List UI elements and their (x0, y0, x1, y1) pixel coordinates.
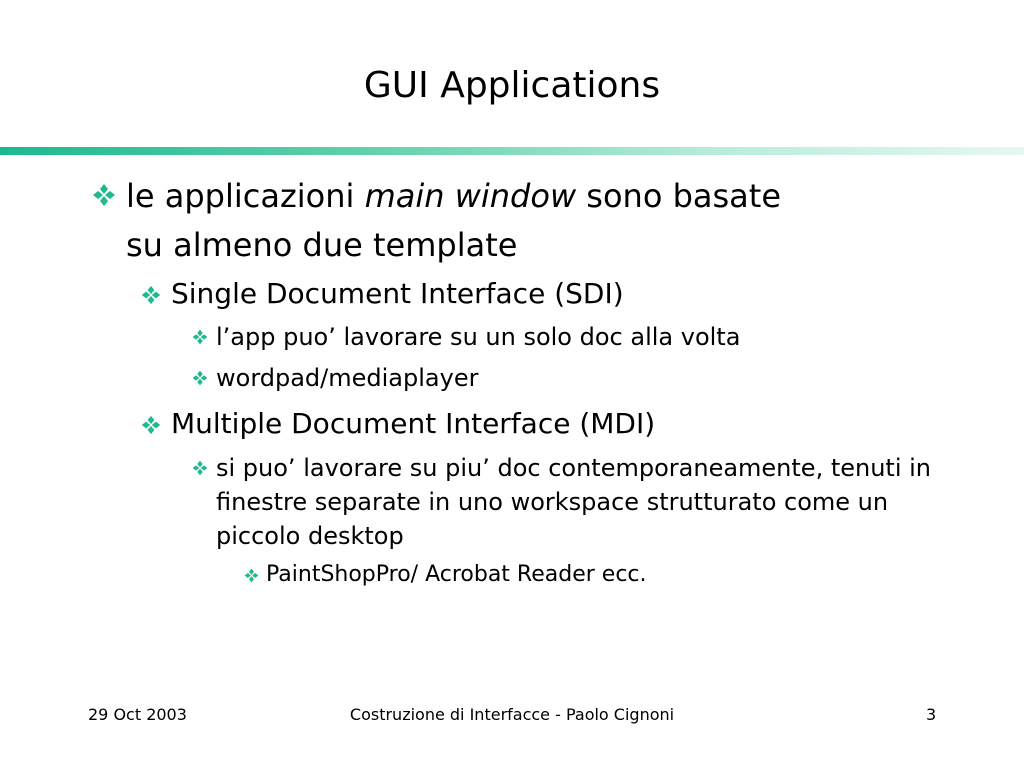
bullet-mdi (141, 406, 941, 442)
bullet-main-suffix: sono basate su almeno due template (126, 177, 781, 264)
bullet-mdi-example-text: PaintShopPro/ Acrobat Reader ecc. (266, 562, 647, 587)
title-divider (0, 147, 1024, 155)
four-diamond-bullet-icon (192, 361, 216, 386)
bullet-main-emphasis: main window (364, 177, 577, 215)
bullet-sdi-detail-2 (192, 361, 972, 395)
bullet-mdi-detail-text: si puo’ lavorare su piu’ doc contemporaneamente, tenuti in finestre separate in uno workspace strutturato come un piccolo desktop (216, 454, 932, 550)
footer-title: Costruzione di Interfacce - Paolo Cignoni (349, 705, 675, 724)
bullet-main-text (126, 172, 812, 270)
four-diamond-bullet-icon (192, 451, 216, 476)
bullet-mdi-text: Multiple Document Interface (MDI) (171, 407, 656, 440)
four-diamond-bullet-icon (141, 276, 171, 305)
bullet-sdi-detail-1 (192, 320, 972, 354)
footer-page-number: 3 (926, 705, 937, 724)
bullet-main-window (92, 172, 812, 270)
four-diamond-bullet-icon (192, 320, 216, 345)
bullet-mdi-detail (192, 451, 952, 553)
footer-date: 29 Oct 2003 (88, 705, 187, 724)
four-diamond-bullet-icon (92, 172, 126, 207)
bullet-mdi-example (244, 560, 964, 590)
four-diamond-bullet-icon (244, 560, 266, 583)
slide-title: GUI Applications (363, 65, 661, 106)
bullet-sdi (141, 276, 941, 312)
bullet-sdi-text: Single Document Interface (SDI) (171, 277, 624, 310)
four-diamond-bullet-icon (141, 406, 171, 435)
bullet-main-prefix: le applicazioni (126, 177, 365, 215)
bullet-sdi-detail-1-text: l’app puo’ lavorare su un solo doc alla volta (216, 323, 741, 351)
bullet-sdi-detail-2-text: wordpad/mediaplayer (216, 364, 479, 392)
